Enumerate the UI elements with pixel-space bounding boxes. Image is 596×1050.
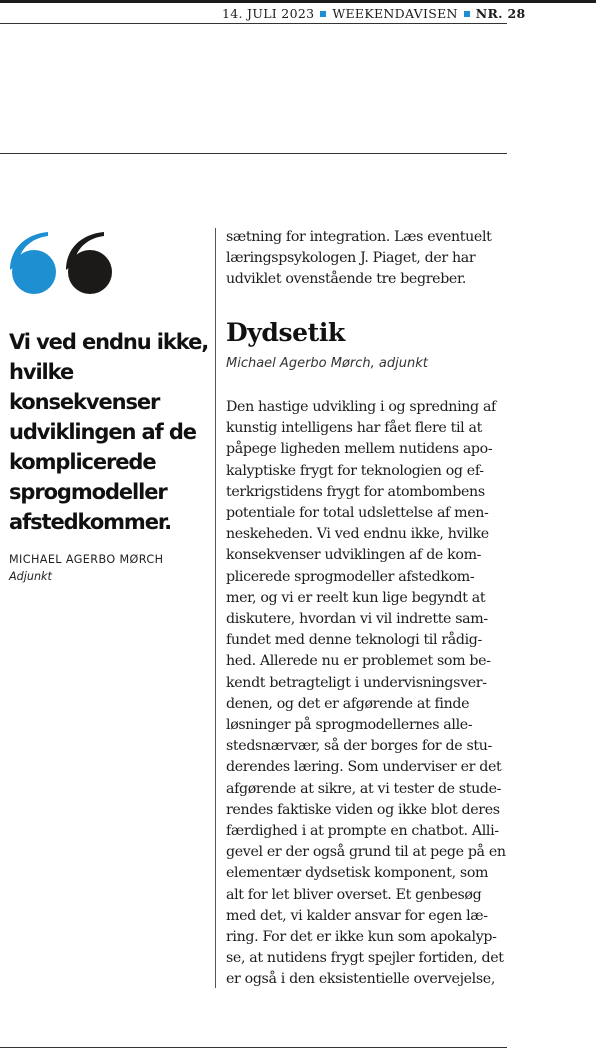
text-line: påpege ligheden mellem nutidens apo-: [226, 441, 493, 458]
column-divider: [215, 228, 216, 988]
text-line: terkrigstidens frygt for atombombens: [226, 483, 485, 500]
text-line: gevel er der også grund til at pege på en: [226, 844, 506, 861]
text-line: stedsnærvær, så der borges for de stu-: [226, 738, 492, 755]
text-line: derendes læring. Som underviser er det: [226, 759, 502, 776]
text-line: med det, vi kalder ansvar for egen læ-: [226, 907, 488, 924]
text-line: færdighed i at prompte en chatbot. Alli-: [226, 823, 499, 840]
pull-quote-author: MICHAEL AGERBO MØRCH: [9, 553, 164, 566]
pull-quote-role: Adjunkt: [9, 570, 52, 583]
text-line: udviklet ovenstående tre begreber.: [226, 271, 467, 288]
footer-divider: [0, 1047, 507, 1048]
text-line: kunstig intelligens har fået flere til at: [226, 420, 482, 437]
text-line: plicerede sprogmodeller afstedkom-: [226, 568, 475, 585]
top-rule: [0, 0, 596, 3]
body-paragraph: [226, 397, 510, 991]
folio-separator-icon: [464, 11, 470, 17]
text-line: se, at nutidens frygt spejler fortiden, det: [226, 950, 504, 967]
text-line: neskeheden. Vi ved endnu ikke, hvilke: [226, 526, 489, 543]
text-line: fundet med denne teknologi til rådig-: [226, 632, 482, 649]
text-line: sætning for integration. Læs eventuelt: [226, 229, 492, 245]
text-line: hed. Allerede nu er problemet som be-: [226, 653, 491, 670]
text-line: løsninger på sprogmodellernes alle-: [226, 717, 473, 734]
text-line: rendes faktiske viden og ikke blot deres: [226, 801, 500, 818]
text-line: elementær dydsetisk komponent, som: [226, 865, 489, 882]
quote-mark-icon: [8, 230, 118, 296]
text-line: mer, og vi er reelt kun lige begyndt at: [226, 589, 486, 606]
folio-separator-icon: [320, 11, 326, 17]
section-heading: Dydsetik: [226, 318, 345, 347]
text-line: Den hastige udvikling i og spredning af: [226, 399, 496, 415]
text-line: potentiale for total udslettelse af men-: [226, 505, 489, 522]
intro-paragraph: [226, 227, 510, 291]
text-line: alt for let bliver overset. Et genbesøg: [226, 886, 482, 903]
section-divider: [0, 153, 507, 154]
section-byline: Michael Agerbo Mørch, adjunkt: [226, 356, 428, 371]
text-line: konsekvenser udviklingen af de kom-: [226, 547, 482, 564]
text-line: kendt betragteligt i undervisningsver-: [226, 674, 487, 691]
page-folio: [222, 6, 526, 21]
pull-quote: Vi ved endnu ikke, hvilke konsekvenser udviklingen af de komplicerede sprogmodeller afstedkommer.: [9, 330, 209, 534]
text-line: er også i den eksistentielle overvejelse,: [226, 971, 495, 988]
text-line: ring. For det er ikke kun som apokalyp-: [226, 929, 497, 946]
text-line: afgørende at sikre, at vi tester de stude-: [226, 780, 502, 797]
text-line: diskutere, hvordan vi vil indrette sam-: [226, 611, 488, 628]
folio-issue: NR. 28: [475, 6, 526, 21]
folio-publication: WEEKENDAVISEN: [332, 6, 458, 21]
header-divider: [0, 23, 507, 24]
text-line: kalyptiske frygt for teknologien og ef-: [226, 462, 484, 479]
text-line: denen, og det er afgørende at finde: [226, 695, 470, 712]
text-line: læringspsykologen J. Piaget, der har: [226, 250, 476, 267]
folio-date: 14. JULI 2023: [222, 6, 315, 21]
